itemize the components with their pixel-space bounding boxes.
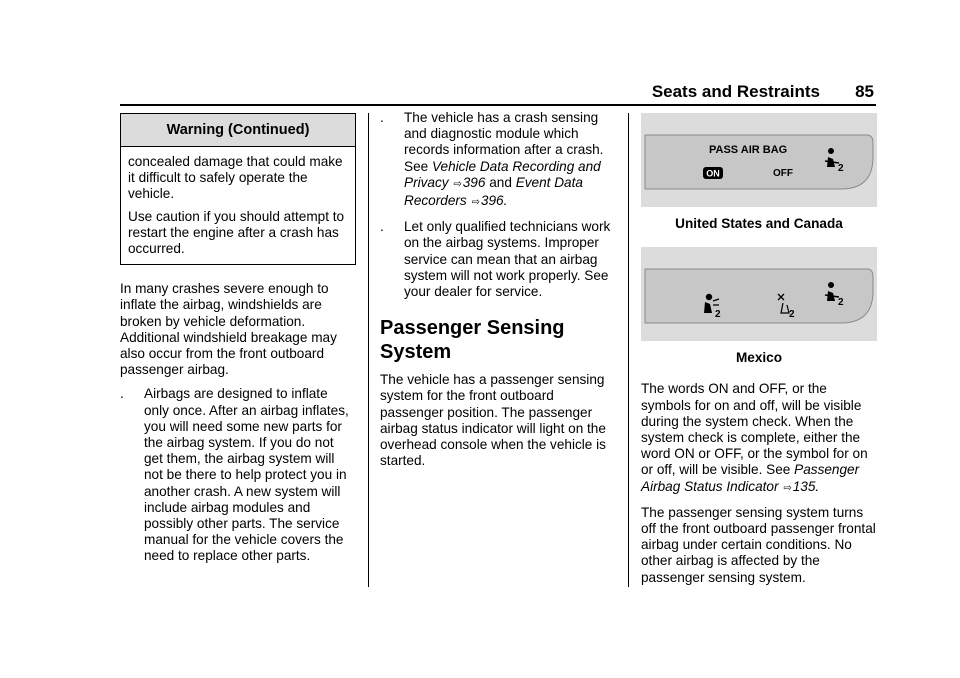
seat-number: 2: [789, 309, 795, 321]
page-ref-396[interactable]: 396: [462, 174, 486, 190]
page-ref-arrow-icon: ⇨: [471, 197, 480, 209]
bullet-qualified-technicians: [380, 219, 616, 300]
warning-paragraph-2: Use caution if you should attempt to restart the engine after a crash has occurred.: [128, 208, 345, 257]
pass-air-bag-label: PASS AIR BAG: [709, 144, 788, 156]
page-ref-135[interactable]: 135.: [792, 478, 820, 494]
seat-number: 2: [838, 163, 844, 174]
bullet-text: Airbags are designed to inflate only once. After an airbag inflates, you will need some new parts for the airbag system. If you do not get them, the airbag system will not be there to help protect you in another crash. A new system will include airbag modules and possibly other parts. The service manual for the vehicle covers the need to replace other parts.: [144, 386, 349, 564]
bullet-crash-module: [380, 110, 616, 211]
seat-number: 2: [838, 297, 844, 309]
see-text: See: [404, 158, 429, 174]
link-event-data-recorders[interactable]: Event Data Recorders: [404, 174, 583, 209]
and-text: and: [489, 174, 512, 190]
figure-us-canada-indicator: [641, 113, 877, 207]
column-middle: [380, 110, 616, 477]
column-divider-1: [368, 113, 369, 587]
indicator-panel-mexico: [641, 247, 877, 341]
sensing-system-paragraph: The passenger sensing system turns off the front outboard passenger frontal airbag under certain conditions. No other airbag is affected by the passenger sensing system.: [641, 504, 876, 585]
off-label: OFF: [773, 168, 793, 179]
page-ref-arrow-icon: ⇨: [783, 482, 792, 494]
warning-body: [121, 147, 355, 264]
bullet-airbags-inflate-once: [120, 386, 356, 564]
warning-title: Warning (Continued): [121, 114, 355, 147]
paragraph-text: The words ON and OFF, or the symbols for on and off, will be visible during the system check. When the system check is complete, either the word ON or OFF, or the symbol for on or off, will be visible. See: [641, 381, 868, 478]
section-title: Seats and Restraints: [651, 82, 820, 101]
column-right: [641, 113, 877, 594]
bullet-text: The vehicle has a crash sensing and diagnostic module which records information after a crash.: [404, 110, 604, 158]
on-label: ON: [706, 168, 720, 179]
warning-box: [120, 113, 356, 265]
warning-paragraph-1: concealed damage that could make it difficult to safely operate the vehicle.: [128, 154, 343, 202]
section-heading: Passenger Sensing System: [380, 317, 565, 364]
bullet-mark: .: [120, 386, 124, 402]
bullet-mark: .: [380, 219, 384, 235]
page-number: 85: [855, 82, 874, 101]
crash-paragraph: In many crashes severe enough to inflate the airbag, windshields are broken by vehicle deformation. Additional windshield breakage may also occur from the front outboard passenger airbag.: [120, 281, 337, 378]
column-divider-2: [628, 113, 629, 587]
passenger-sensing-paragraph: The vehicle has a passenger sensing system for the front outboard passenger position. The passenger airbag status indicator will light on the overhead console when the vehicle is started.: [380, 372, 606, 469]
bullet-mark: .: [380, 110, 384, 125]
figure-caption-us-canada: United States and Canada: [675, 216, 843, 231]
indicator-panel-us: [641, 113, 877, 207]
column-left: [120, 113, 356, 573]
bullet-text: Let only qualified technicians work on the airbag systems. Improper service can mean that an airbag system will not work properly. See your dealer for service.: [404, 219, 611, 300]
page-ref-arrow-icon: ⇨: [453, 178, 462, 190]
figure-caption-mexico: Mexico: [735, 350, 783, 366]
system-check-paragraph: [641, 381, 877, 496]
link-passenger-airbag-status-indicator[interactable]: Passenger Airbag Status Indicator: [641, 462, 860, 494]
page-ref-396[interactable]: 396.: [480, 193, 508, 209]
figure-mexico-indicator: [641, 247, 877, 341]
page-header: [120, 80, 876, 106]
seat-number: 2: [715, 309, 721, 321]
link-vehicle-data-recording[interactable]: Vehicle Data Recording and Privacy: [404, 158, 601, 190]
